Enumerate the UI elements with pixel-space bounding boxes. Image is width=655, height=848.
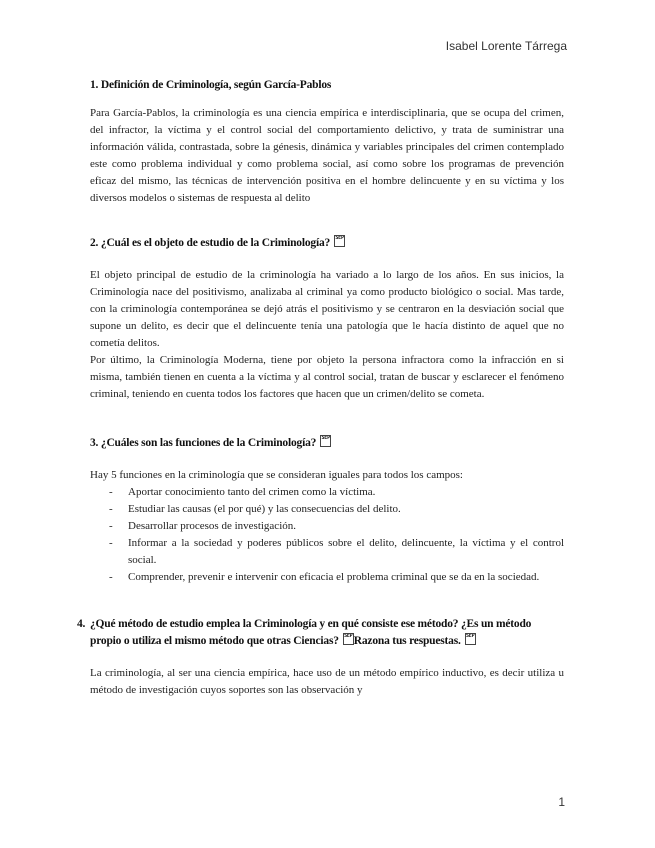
section-2-heading — [90, 235, 564, 252]
section-4-heading-text-2: Razona tus respuestas. — [353, 635, 461, 647]
section-2-paragraph-2: Por último, la Criminología Moderna, tiene por objeto la persona infractora como la infracción en si misma, también tienen en cuenta a la víctima y al control social, tratan de buscar y esclarecer el fenómeno criminal, teniendo en cuenta todos los factores que hacen que un crimen/delito se cometa. — [90, 354, 564, 400]
section-1-paragraph: Para García-Pablos, la criminología es una ciencia empírica e interdisciplinaria, que se ocupa del crimen, del infractor, la víctima y el control social del comportamiento delictivo, y trata de suministrar una información válida, contrastada, sobre la génesis, dinámica y variables principales del crimen contemplado este como problema individual y como problema social, así como sobre los programas de prevención eficaz del mismo, las técnicas de intervención positiva en el hombre delincuente y en su víctima y los diversos modelos o sistemas de respuesta al delito — [90, 107, 564, 204]
missing-glyph-icon: SEP — [343, 633, 354, 645]
list-item: - Comprender, prevenir e intervenir con eficacia el problema criminal que se da en la sociedad. — [109, 569, 564, 586]
list-item: - Aportar conocimiento tanto del crimen como la víctima. — [109, 484, 564, 501]
section-4-number: 4. — [77, 618, 86, 630]
section-3-heading-text: 3. ¿Cuáles son las funciones de la Criminología? — [90, 437, 317, 449]
section-1-heading: 1. Definición de Criminología, según García-Pablos — [90, 79, 332, 91]
list-item: - Desarrollar procesos de investigación. — [109, 518, 564, 535]
list-item: - Informar a la sociedad y poderes públicos sobre el delito, delincuente, la víctima y el control social. — [109, 535, 564, 569]
header-author: Isabel Lorente Tárrega — [445, 39, 567, 53]
section-3-intro: Hay 5 funciones en la criminología que se consideran iguales para todos los campos: — [90, 469, 463, 481]
section-4-heading-text: ¿Qué método de estudio emplea la Criminología y en qué consiste ese método? ¿Es un método propio o utiliza el mismo método que otras Ciencias? — [90, 618, 532, 647]
section-2-heading-text: 2. ¿Cuál es el objeto de estudio de la Criminología? — [90, 237, 331, 249]
page-number: 1 — [558, 795, 565, 809]
missing-glyph-icon: SEP — [465, 633, 476, 645]
section-4-paragraph: La criminología, al ser una ciencia empírica, hace uso de un método empírico inductivo, es decir utiliza u método de investigación cuyos soportes son las observación y — [90, 667, 564, 696]
functions-list — [90, 484, 564, 586]
section-4-heading — [77, 616, 564, 650]
missing-glyph-icon: SEP — [334, 235, 345, 247]
missing-glyph-icon: SEP — [320, 435, 331, 447]
section-3-heading — [90, 435, 564, 452]
list-item: - Estudiar las causas (el por qué) y las consecuencias del delito. — [109, 501, 564, 518]
section-2-paragraph-1: El objeto principal de estudio de la criminología ha variado a lo largo de los años. En sus inicios, la Criminología nace del positivismo, analizaba al criminal ya como producto biológico o social. Mas tarde, con la criminología contemporánea se dejó atrás el positivismo y se centraron en la desviación social que supone un delito, es decir que el delincuente tenía una patología que le hacía distinto de aquel que no cometía delitos. — [90, 269, 564, 349]
page-content — [77, 74, 564, 699]
